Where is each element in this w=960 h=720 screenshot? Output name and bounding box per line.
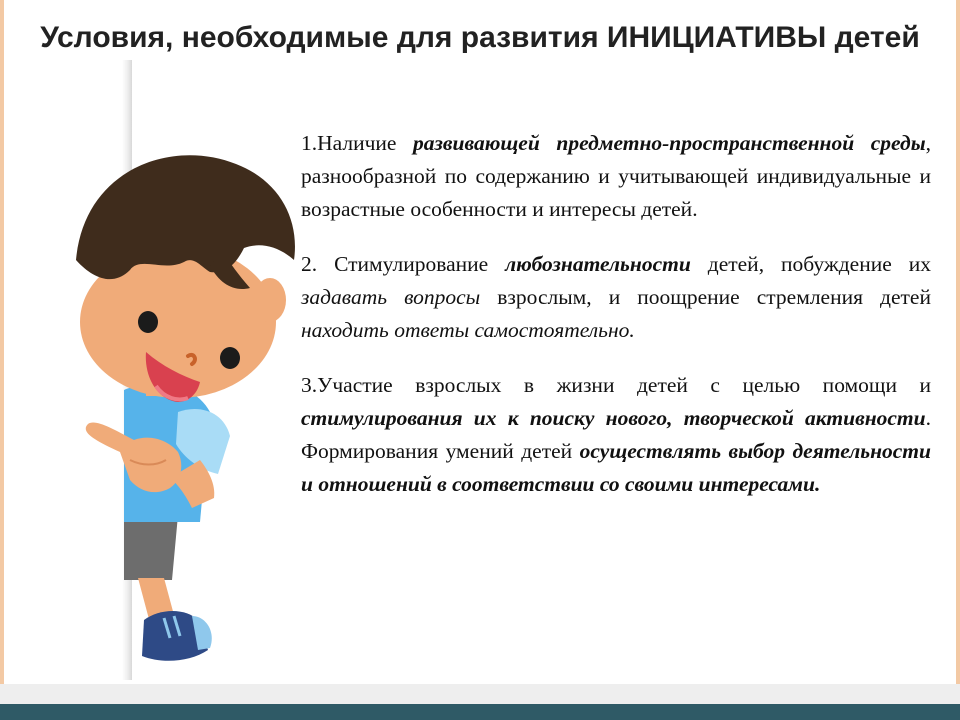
condition-2-text: 2. Стимулирование (301, 252, 506, 276)
condition-2-emphasis: любознательности (505, 252, 691, 276)
condition-1-emphasis: развивающей предметно-пространственной среды (413, 131, 926, 155)
condition-1-text: 1.Наличие (301, 131, 414, 155)
condition-item-3 (301, 369, 931, 501)
slide-frame-left (0, 0, 4, 684)
condition-item-2 (301, 248, 931, 347)
condition-3-emphasis: стимулирования их к поиску нового, творческой активности (301, 406, 926, 430)
slide-title: Условия, необходимые для развития ИНИЦИАТИВЫ детей (40, 21, 920, 54)
condition-3-text: 3.Участие взрослых в жизни детей с целью помощи и (301, 373, 931, 397)
slide-frame-right (956, 0, 960, 684)
footer-band (0, 684, 960, 704)
condition-1-text: , разнообразной по содержанию и учитывающей индивидуальные и возрастные особенности и интересы детей. (301, 131, 932, 221)
condition-item-1 (301, 127, 931, 226)
condition-2-italic: задавать вопросы (301, 285, 481, 309)
footer-bar (0, 704, 960, 720)
condition-2-italic: находить ответы самостоятельно. (301, 318, 635, 342)
condition-3-emphasis: осуществлять выбор деятельности и отношений в соответствии со своими интересами. (301, 439, 931, 496)
condition-3-text: . Формирования умений детей (301, 406, 931, 463)
condition-2-text: детей, побуждение их (690, 252, 931, 276)
conditions-text (301, 127, 931, 501)
condition-2-text: взрослым, и поощрение стремления детей (480, 285, 931, 309)
peeking-boy-illustration (60, 60, 310, 680)
